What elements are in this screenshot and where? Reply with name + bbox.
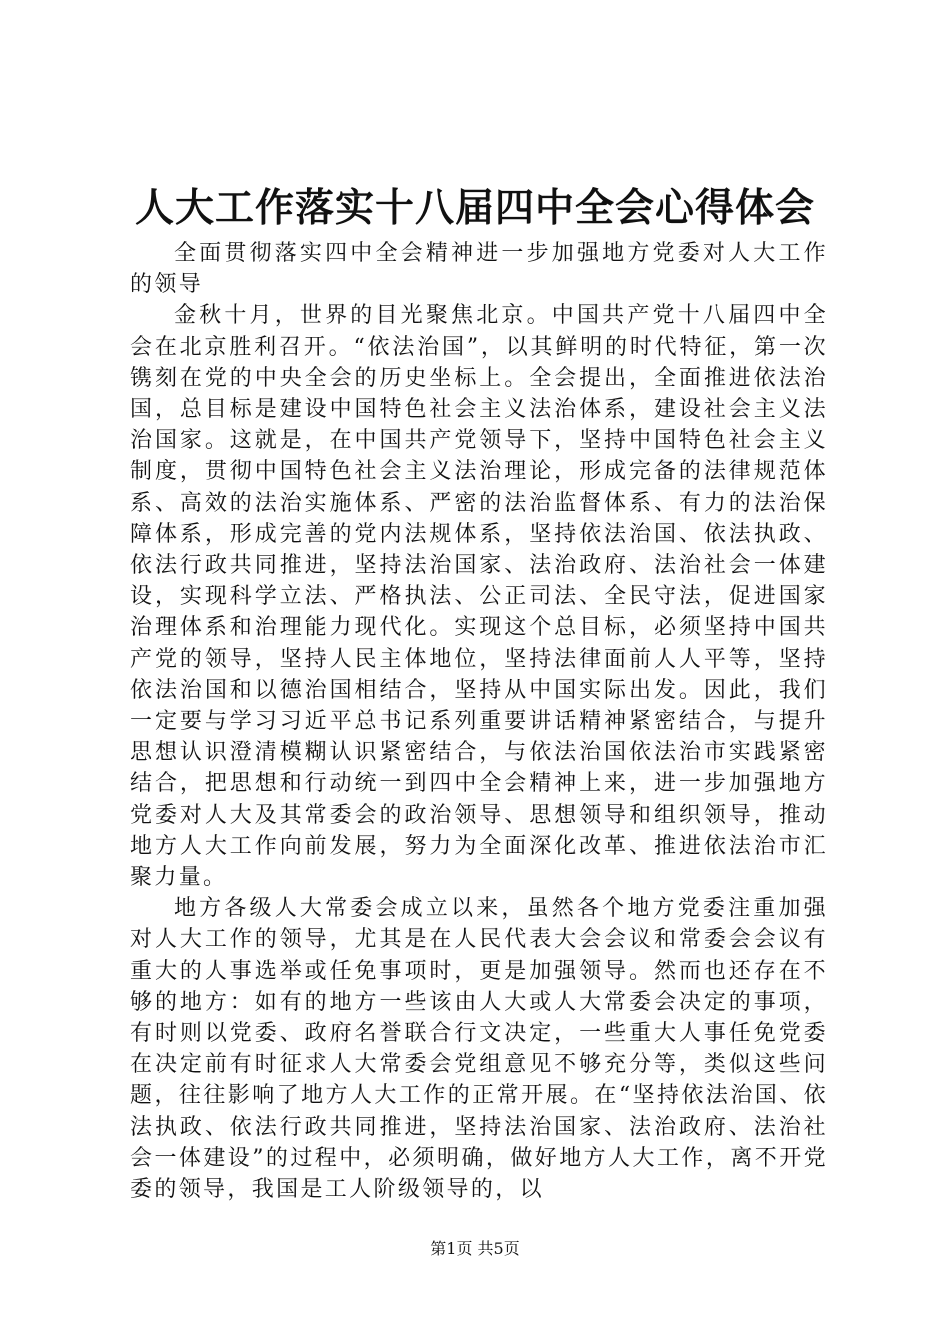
body-paragraph: 地方各级人大常委会成立以来，虽然各个地方党委注重加强对人大工作的领导，尤其是在人民代表大会会议和常委会会议有重大的人事选举或任免事项时，更是加强领导。然而也还存在不够的地方：如有的地方一些该由人大或人大常委会决定的事项，有时则以党委、政府名誉联合行文决定，一些重大人事任免党委在决定前有时征求人大常委会党组意见不够充分等，类似这些问题，往往影响了地方人大工作的正常开展。在“坚持依法治国、依法执政、依法行政共同推进，坚持法治国家、法治政府、法治社会一体建设”的过程中，必须明确，做好地方人大工作，离不开党委的领导，我国是工人阶级领导的，以	[130, 896, 828, 1203]
page-number-footer: 第1页 共5页	[430, 1239, 520, 1258]
subtitle-paragraph: 全面贯彻落实四中全会精神进一步加强地方党委对人大工作的领导	[130, 241, 828, 298]
document-title: 人大工作落实十八届四中全会心得体会	[134, 185, 815, 231]
body-paragraph: 金秋十月，世界的目光聚焦北京。中国共产党十八届四中全会在北京胜利召开。“依法治国”，以其鲜明的时代特征，第一次镌刻在党的中央全会的历史坐标上。全会提出，全面推进依法治国，总目标是建设中国特色社会主义法治体系，建设社会主义法治国家。这就是，在中国共产党领导下，坚持中国特色社会主义制度，贯彻中国特色社会主义法治理论，形成完备的法律规范体系、高效的法治实施体系、严密的法治监督体系、有力的法治保障体系，形成完善的党内法规体系，坚持依法治国、依法执政、依法行政共同推进，坚持法治国家、法治政府、法治社会一体建设，实现科学立法、严格执法、公正司法、全民守法，促进国家治理体系和治理能力现代化。实现这个总目标，必须坚持中国共产党的领导，坚持人民主体地位，坚持法律面前人人平等，坚持依法治国和以德治国相结合，坚持从中国实际出发。因此，我们一定要与学习习近平总书记系列重要讲话精神紧密结合，与提升思想认识澄清模糊认识紧密结合，与依法治国依法治市实践紧密结合，把思想和行动统一到四中全会精神上来，进一步加强地方党委对人大及其常委会的政治领导、思想领导和组织领导，推动地方人大工作向前发展，努力为全面深化改革、推进依法治市汇聚力量。	[130, 303, 828, 891]
document-body	[130, 238, 828, 1205]
